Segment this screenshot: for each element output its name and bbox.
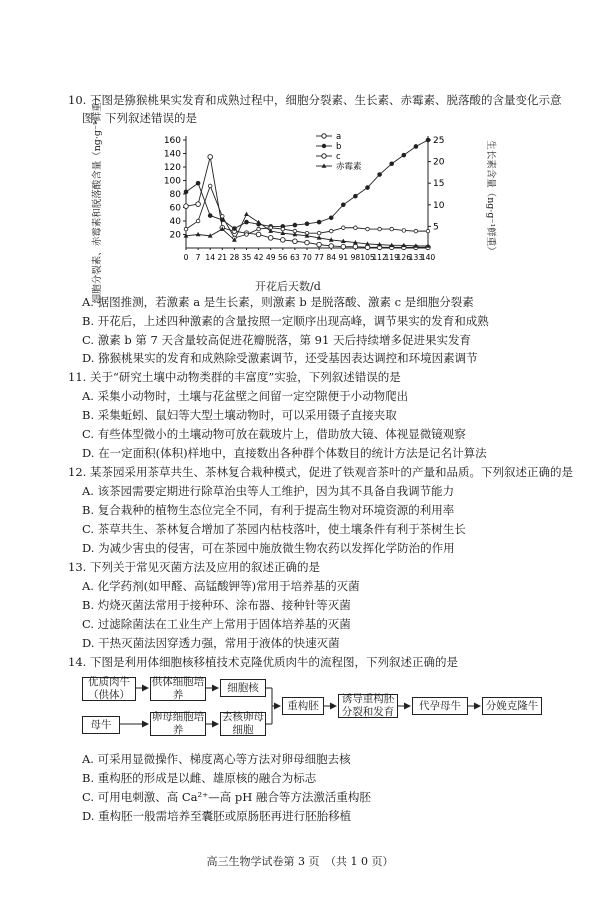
- point-a: [305, 240, 310, 245]
- point-c: [342, 226, 346, 230]
- point-赤霉素: [244, 212, 249, 216]
- q11-stem: 11. 关于“研究土壤中动物类群的丰富度”实验，下列叙述错误的是: [68, 370, 401, 384]
- q10-option-a: A. 据图推测，若激素 a 是生长素，则激素 b 是脱落酸、激素 c 是细胞分裂素: [82, 295, 474, 309]
- point-c: [257, 227, 261, 231]
- x-tick-label: 105: [360, 253, 375, 262]
- x-tick-label: 84: [326, 253, 337, 262]
- point-b: [426, 138, 431, 143]
- point-a: [341, 244, 346, 249]
- right-tick-label: 10: [433, 200, 445, 211]
- left-tick-label: 20: [169, 230, 181, 241]
- point-赤霉素: [268, 229, 273, 233]
- point-b: [196, 181, 201, 186]
- chart-xlabel: 开花后天数/d: [255, 280, 321, 293]
- q10-option-d: D. 猕猴桃果实的发育和成熟除受激素调节，还受基因表达调控和环境因素调节: [82, 351, 478, 365]
- flow-induce: 诱导重构胚分裂和发育: [338, 694, 398, 718]
- x-tick-label: 7: [195, 253, 201, 262]
- point-c: [245, 233, 249, 237]
- q14-option-c: C. 可用电刺激、高 Ca²⁺—高 pH 融合等方法激活重构胚: [82, 790, 371, 804]
- legend-marker-c: [322, 154, 326, 158]
- right-tick-label: 5: [433, 222, 439, 233]
- x-tick-label: 42: [253, 253, 264, 262]
- point-b: [184, 190, 189, 195]
- point-a: [317, 242, 322, 247]
- point-a: [329, 244, 334, 249]
- q10-stem-line2: 图，下列叙述错误的是: [82, 111, 197, 125]
- legend-marker-a: [322, 134, 326, 138]
- q11-option-c: C. 有些体型微小的土壤动物可放在载玻片上，借助放大镜、体视显微镜观察: [82, 427, 466, 441]
- point-a: [256, 232, 261, 237]
- flow-donor-culture: 供体细胞培养: [151, 676, 205, 701]
- flow-reconstructed: 重构胚: [282, 697, 324, 715]
- q14-option-b: B. 重构胚的形成是以雌、雄原核的融合为标志: [82, 771, 317, 785]
- x-tick-label: 70: [302, 253, 312, 262]
- point-a: [196, 202, 201, 207]
- point-b: [208, 213, 213, 218]
- point-c: [184, 227, 188, 231]
- flow-nucleus: 细胞核: [220, 679, 266, 697]
- hormone-line-chart: [138, 130, 468, 280]
- q11-option-d: D. 在一定面积(体积)样地中，直接数出各种群个体数目的统计方法是记名计算法: [82, 446, 487, 460]
- page-footer: 高三生物学试卷第 3 页 （共 1 0 页）: [206, 855, 394, 868]
- chart-right-ylabel: 生长素含量（ng·g⁻¹鲜重）: [485, 140, 496, 256]
- x-tick-label: 77: [314, 253, 324, 262]
- point-a: [293, 239, 298, 244]
- point-c: [366, 227, 370, 231]
- point-c: [329, 229, 333, 233]
- point-a: [208, 155, 213, 160]
- q13-option-a: A. 化学药剂(如甲醛、高锰酸钾等)常用于培养基的灭菌: [82, 579, 360, 593]
- legend-marker-b: [322, 144, 326, 148]
- q13-option-c: C. 过滤除菌法在工业生产上常用于固体培养基的灭菌: [82, 617, 351, 631]
- point-b: [402, 153, 407, 158]
- point-b: [305, 222, 310, 227]
- x-tick-label: 133: [408, 253, 424, 262]
- point-c: [221, 214, 225, 218]
- point-c: [317, 231, 321, 235]
- flow-surrogate: 代孕母牛: [412, 697, 468, 715]
- flow-donor: 优质肉牛（供体）: [82, 677, 136, 701]
- x-tick-label: 112: [372, 253, 387, 262]
- legend-label-a: a: [336, 132, 342, 142]
- point-b: [244, 220, 249, 225]
- q12-option-d: D. 为减少害虫的侵害，可在茶园中施放微生物农药以发挥化学防治的作用: [82, 541, 455, 555]
- point-c: [208, 184, 212, 188]
- q12-stem: 12. 某茶园采用茶草共生、茶林复合栽种模式，促进了铁观音茶叶的产量和品质。下列叙述正确的是: [68, 465, 573, 479]
- point-b: [377, 172, 382, 177]
- x-tick-label: 35: [241, 253, 252, 262]
- q12-option-b: B. 复合栽种的植物生态位完全不同，有利于提高生物对环境资源的利用率: [82, 503, 455, 517]
- left-tick-label: 60: [169, 203, 181, 214]
- point-b: [353, 194, 358, 199]
- right-tick-label: 25: [433, 136, 445, 146]
- point-c: [378, 227, 382, 231]
- q12-option-c: C. 茶草共生、茶林复合增加了茶园内枯枝落叶，使土壤条件有利于茶树生长: [82, 522, 466, 536]
- point-赤霉素: [196, 232, 201, 236]
- q12-option-a: A. 该茶园需要定期进行除草治虫等人工维护，因为其不具备自我调节能力: [82, 484, 455, 498]
- x-tick-label: 0: [183, 253, 189, 262]
- legend-label-c: c: [336, 152, 341, 162]
- legend-label-b: b: [336, 142, 342, 152]
- q13-stem: 13. 下列关于常见灭菌方法及应用的叙述正确的是: [68, 560, 320, 574]
- q14-stem: 14. 下图是利用体细胞核移植技术克隆优质肉牛的流程图，下列叙述正确的是: [68, 655, 458, 669]
- q10-option-c: C. 激素 b 第 7 天含量较高促进花瓣脱落，第 91 天后持续增多促进果实发育: [82, 333, 471, 347]
- q11-option-a: A. 采集小动物时，土壤与花盆壁之间留一定空隙便于小动物爬出: [82, 389, 409, 403]
- q10-stem-line1: 10. 下图是猕猴桃果实发育和成熟过程中，细胞分裂素、生长素、赤霉素、脱落酸的含量变化示意: [68, 93, 562, 107]
- point-c: [414, 229, 418, 233]
- x-tick-label: 56: [277, 253, 288, 262]
- point-a: [184, 204, 189, 209]
- point-b: [329, 215, 334, 220]
- x-tick-label: 91: [338, 253, 349, 262]
- flow-clone: 分娩克隆牛: [482, 697, 542, 715]
- x-tick-label: 21: [217, 253, 228, 262]
- legend-label-赤霉素: 赤霉素: [336, 162, 362, 172]
- x-tick-label: 14: [205, 253, 216, 262]
- point-c: [390, 227, 394, 231]
- point-b: [389, 161, 394, 166]
- left-tick-label: 140: [163, 149, 181, 160]
- left-tick-label: 160: [163, 136, 181, 146]
- flow-mother: 母牛: [82, 716, 120, 734]
- point-a: [268, 236, 273, 241]
- point-b: [293, 223, 298, 228]
- left-tick-label: 40: [169, 217, 181, 227]
- x-tick-label: 28: [229, 253, 240, 262]
- point-b: [232, 226, 237, 231]
- x-tick-label: 140: [420, 253, 436, 262]
- left-tick-label: 120: [163, 163, 181, 173]
- right-tick-label: 15: [433, 179, 445, 190]
- flow-enucleated: 去核卵母细胞: [222, 711, 264, 736]
- point-b: [365, 185, 370, 190]
- q14-option-a: A. 可采用显微操作、梯度离心等方法对卵母细胞去核: [82, 752, 351, 766]
- q13-option-b: B. 灼烧灭菌法常用于接种环、涂布器、接种针等灭菌: [82, 598, 351, 612]
- x-tick-label: 63: [290, 253, 300, 262]
- point-b: [317, 220, 322, 225]
- point-c: [402, 229, 406, 233]
- point-b: [341, 203, 346, 208]
- point-c: [426, 229, 430, 233]
- q10-option-b: B. 开花后，上述四种激素的含量按照一定顺序出现高峰，调节果实的发育和成熟: [82, 314, 489, 328]
- point-赤霉素: [256, 220, 261, 224]
- x-tick-label: 49: [265, 253, 276, 262]
- left-tick-label: 100: [163, 176, 181, 187]
- point-a: [353, 244, 358, 249]
- q11-option-b: B. 采集蚯蚓、鼠妇等大型土壤动物时，可以采用镊子直接夹取: [82, 408, 397, 422]
- q13-option-d: D. 干热灭菌法因穿透力强，常用于液体的快速灭菌: [82, 636, 340, 650]
- x-tick-label: 119: [384, 253, 399, 262]
- q14-option-d: D. 重构胚一般需培养至囊胚或原肠胚再进行胚胎移植: [82, 809, 352, 823]
- left-tick-label: 80: [169, 190, 181, 200]
- x-tick-label: 98: [350, 253, 361, 262]
- x-tick-label: 126: [396, 253, 412, 262]
- point-a: [281, 238, 286, 243]
- flow-oocyte-culture: 卵母细胞培养: [151, 711, 205, 736]
- point-c: [196, 219, 200, 223]
- right-tick-label: 20: [433, 157, 445, 168]
- chart-left-ylabel: 细胞分裂素、赤霉素和脱落酸含量（ng·g⁻¹鲜重）: [92, 92, 103, 304]
- point-c: [354, 226, 358, 230]
- point-c: [281, 227, 285, 231]
- point-b: [414, 144, 419, 149]
